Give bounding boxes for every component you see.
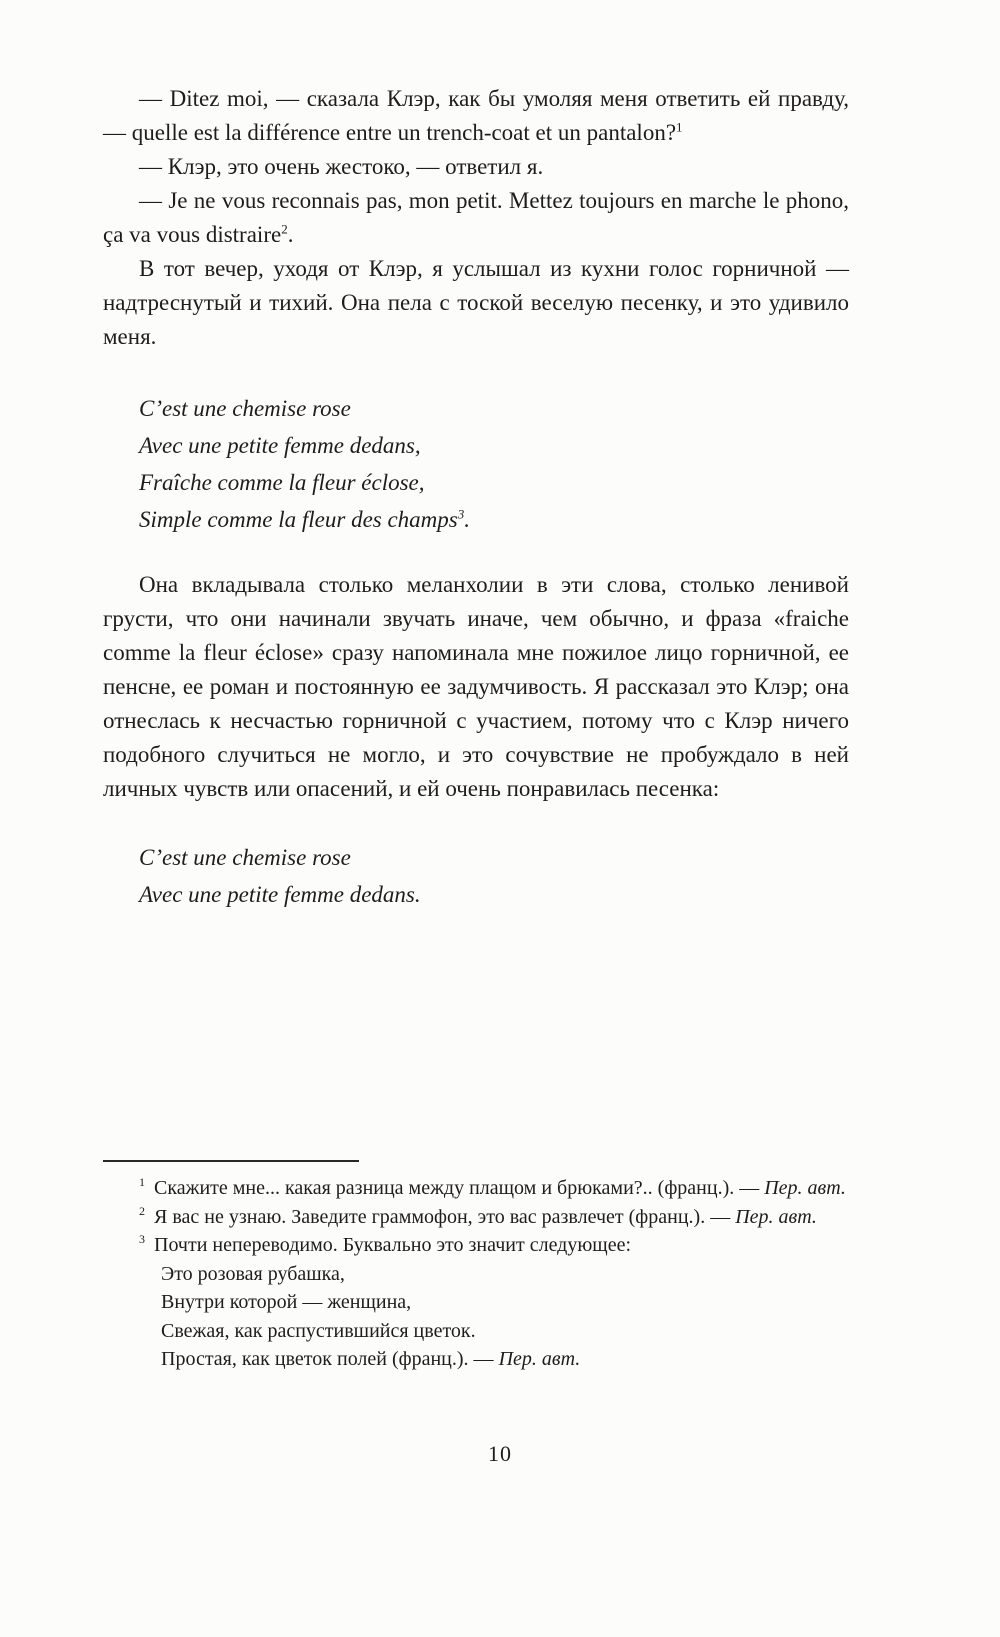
footnote-attribution: Пер. авт.	[735, 1205, 817, 1228]
footnote-1	[103, 1174, 849, 1203]
footnote-verse-line: Это розовая рубашка,	[161, 1262, 345, 1285]
verse-line-text: Simple comme la fleur des champs	[139, 507, 458, 532]
paragraph-dialogue-3	[103, 184, 849, 252]
footnote-divider	[103, 1160, 359, 1162]
footnote-ref-2: 2	[281, 221, 288, 237]
footnote-3	[103, 1231, 849, 1260]
footnote-verse-line	[161, 1345, 849, 1374]
text-block	[103, 82, 849, 913]
verse-line: C’est une chemise rose	[139, 396, 351, 421]
footnote-ref-3: 3	[457, 506, 465, 522]
verse-line-tail: .	[464, 507, 470, 532]
paragraph-narration-1	[103, 252, 849, 354]
paragraph-text: — Клэр, это очень жестоко, — ответил я.	[139, 154, 544, 179]
footnote-text: Я вас не узнаю. Заведите граммофон, это вас развлечет (франц.). —	[154, 1205, 736, 1228]
song-verse-1	[139, 390, 849, 538]
footnote-verse-line: Свежая, как распустившийся цветок.	[161, 1319, 476, 1342]
paragraph-text: Она вкладывала столько меланхолии в эти слова, столько ленивой грусти, что они начинали звучать иначе, чем обычно, и фраза «fraiche comme la fleur éclose» сразу напоминала мне пожилое лицо горничной, ее пенсне, ее роман и постоянную ее задумчивость. Я рассказал это Клэр; она отнеслась к несчастью горничной с участием, потому что с Клэр ничего подобного случиться не могло, и это сочувствие не пробуждало в ней личных чувств или опасений, и ей очень понравилась песенка:	[103, 572, 849, 801]
verse-line: C’est une chemise rose	[139, 845, 351, 870]
verse-line: Avec une petite femme dedans,	[139, 433, 421, 458]
footnote-attribution: Пер. авт.	[764, 1177, 846, 1199]
footnote-text: Скажите мне... какая разница между плащом и брюками?.. (франц.). —	[154, 1177, 765, 1199]
footnotes-section	[103, 1160, 849, 1374]
verse-line: Fraîche comme la fleur éclose,	[139, 470, 425, 495]
paragraph-dialogue-1	[103, 82, 849, 150]
footnote-attribution: Пер. авт.	[498, 1348, 581, 1370]
footnote-ref-1: 1	[676, 119, 683, 135]
song-verse-2	[139, 839, 849, 913]
footnote-2	[103, 1203, 849, 1232]
verse-line: Avec une petite femme dedans.	[139, 882, 421, 907]
footnote-verse-line-text: Простая, как цветок полей (франц.). —	[161, 1348, 499, 1370]
footnote-marker-1: 1	[139, 1175, 145, 1190]
paragraph-text-tail: .	[287, 222, 294, 247]
paragraph-text: В тот вечер, уходя от Клэр, я услышал из кухни голос горничной — надтреснутый и тихий. Она пела с тоской веселую песенку, и это удивило меня.	[103, 256, 849, 349]
footnote-marker-2: 2	[139, 1203, 145, 1218]
footnote-text: Почти непереводимо. Буквально это значит следующее:	[154, 1234, 632, 1256]
paragraph-dialogue-2	[103, 150, 849, 184]
paragraph-text: — Je ne vous reconnais pas, mon petit. Mettez toujours en marche le phono, ça va vous distraire	[103, 188, 849, 247]
paragraph-narration-2	[103, 568, 849, 806]
paragraph-text: — Ditez moi, — сказала Клэр, как бы умоляя меня ответить ей правду, — quelle est la différence entre un trench-coat et un pantalon?	[103, 86, 849, 145]
page-number: 10	[488, 1441, 512, 1466]
verse-line	[139, 501, 849, 538]
footnote-verse-line: Внутри которой — женщина,	[161, 1291, 412, 1313]
footnote-3-verse	[161, 1260, 849, 1374]
footnote-marker-3: 3	[139, 1232, 145, 1247]
